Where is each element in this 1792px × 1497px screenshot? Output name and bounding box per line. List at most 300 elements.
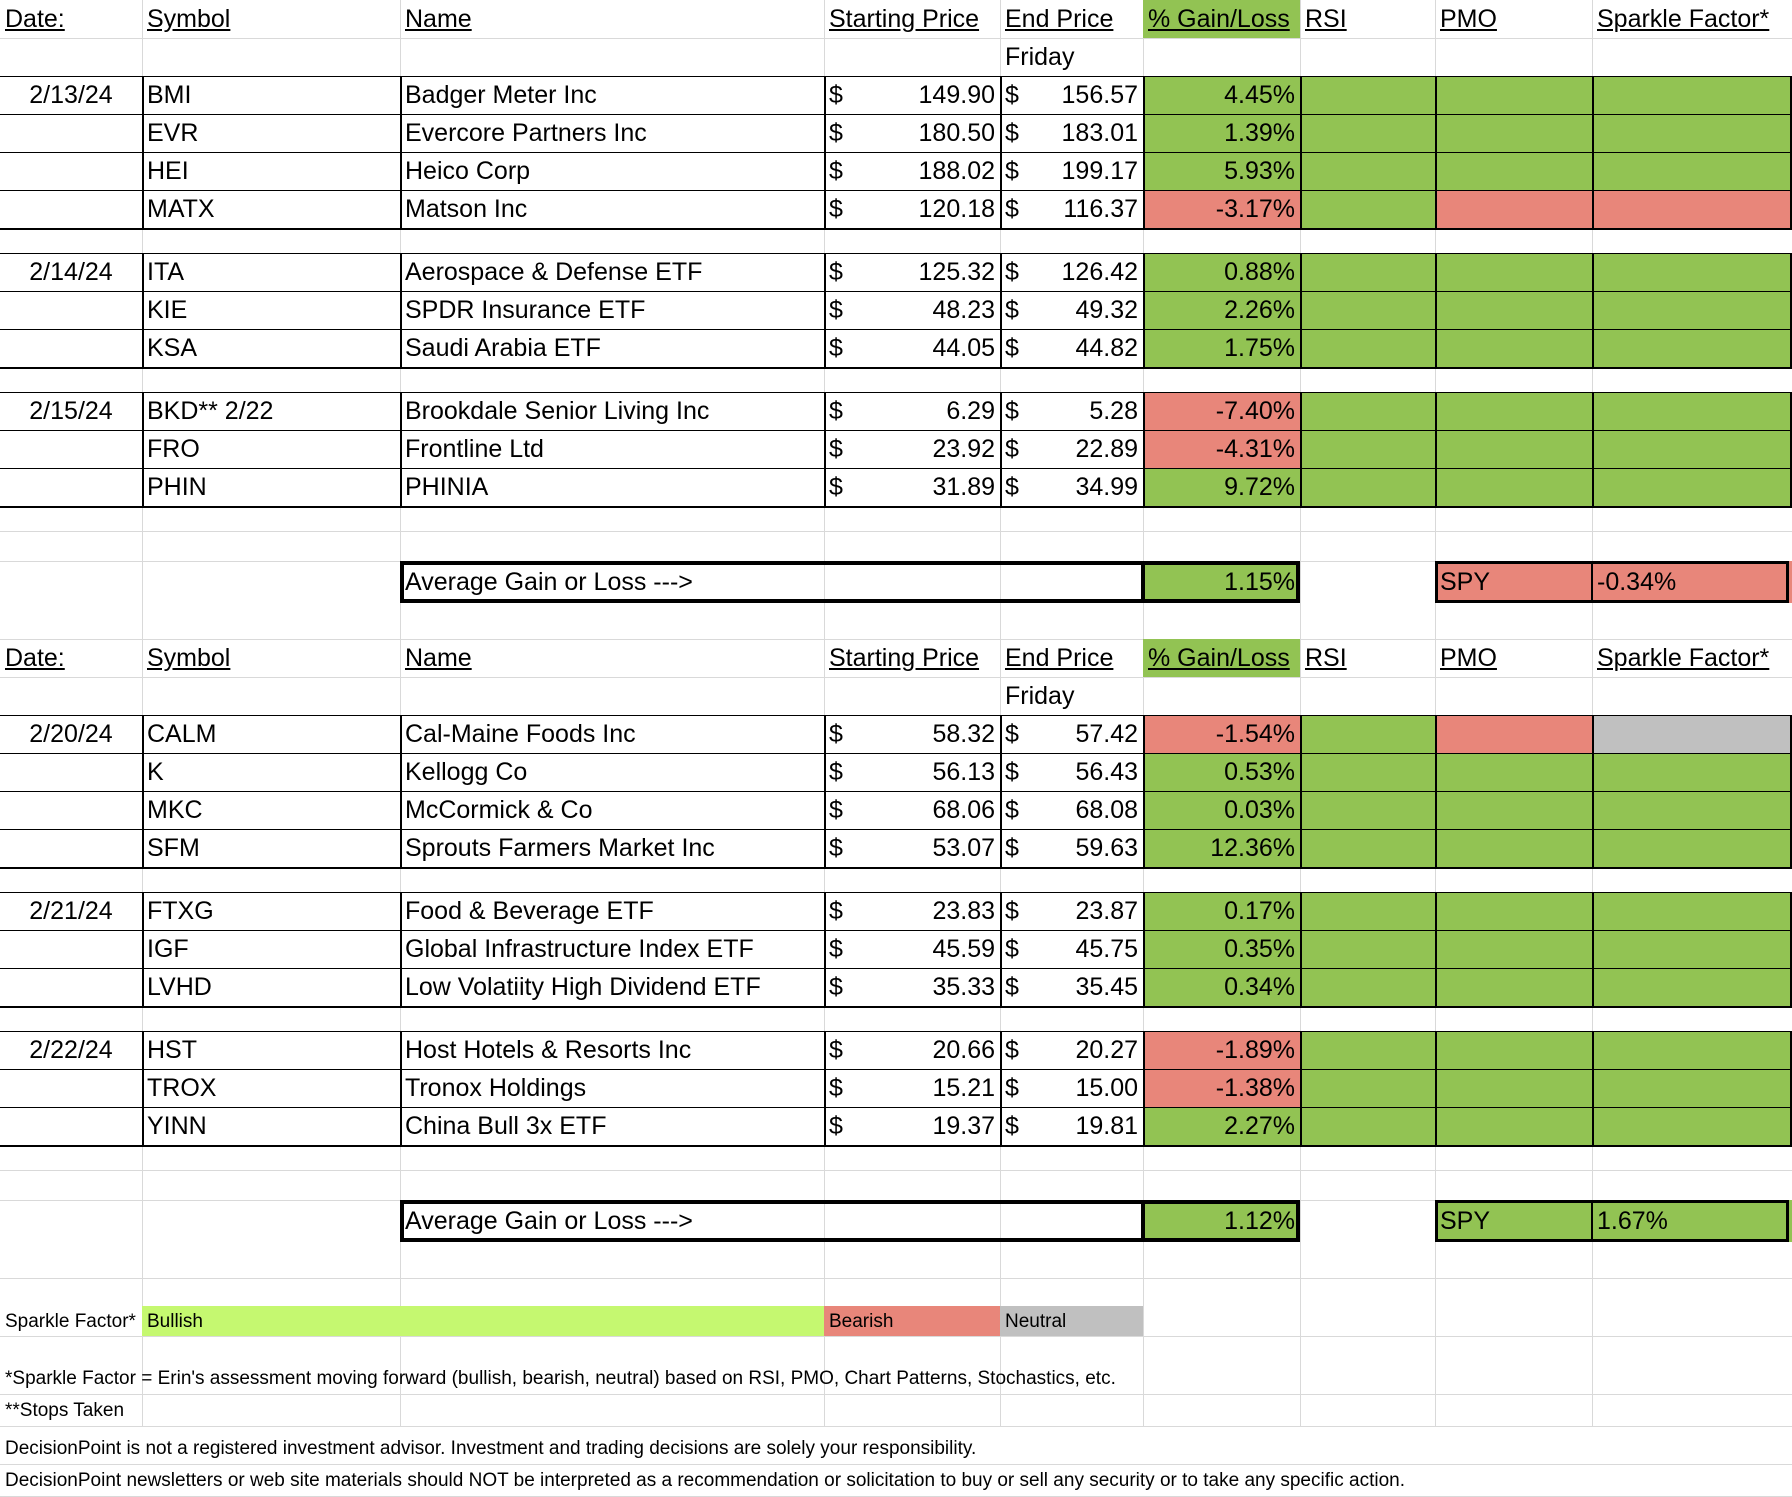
header-rsi: RSI: [1305, 643, 1347, 672]
spy-value: -0.34%: [1592, 561, 1792, 603]
grid-hline: [0, 1170, 1792, 1171]
currency-sign: $: [1005, 1035, 1019, 1064]
cell-border: [0, 190, 1792, 191]
row-name: Kellogg Co: [405, 757, 528, 786]
header-pmo: PMO: [1440, 4, 1497, 33]
cell-border: [0, 329, 1792, 330]
cell-border: [0, 253, 1792, 254]
cell-border: [400, 599, 1300, 603]
row-sparkle-status: [1592, 968, 1792, 1006]
header-starting-price: Starting Price: [829, 4, 980, 33]
row-pmo-status: [1435, 715, 1592, 753]
row-starting-price: 45.59: [932, 934, 995, 963]
row-pmo-status: [1435, 190, 1592, 228]
row-starting-price: 149.90: [918, 80, 995, 109]
row-gain-loss: 1.39%: [1143, 114, 1300, 152]
row-symbol: HEI: [147, 156, 189, 185]
row-pmo-status: [1435, 1069, 1592, 1107]
currency-sign: $: [829, 80, 843, 109]
row-pmo-status: [1435, 1107, 1592, 1145]
row-sparkle-status: [1592, 329, 1792, 367]
grid-hline: [0, 531, 1792, 532]
row-name: Food & Beverage ETF: [405, 896, 654, 925]
row-name: Heico Corp: [405, 156, 531, 185]
cell-border: [1300, 392, 1302, 506]
currency-sign: $: [1005, 194, 1019, 223]
currency-sign: $: [1005, 757, 1019, 786]
cell-border: [0, 1145, 1792, 1147]
row-gain-loss: 0.53%: [1143, 753, 1300, 791]
cell-border: [1000, 253, 1002, 367]
row-sparkle-status: [1592, 1069, 1792, 1107]
row-end-price: 5.28: [1089, 396, 1138, 425]
legend-label: Sparkle Factor*: [5, 1310, 136, 1332]
header-symbol: Symbol: [147, 4, 231, 33]
cell-border: [1435, 76, 1437, 228]
currency-sign: $: [1005, 396, 1019, 425]
row-starting-price: 56.13: [932, 757, 995, 786]
row-pmo-status: [1435, 791, 1592, 829]
row-starting-price: 48.23: [932, 295, 995, 324]
row-rsi-status: [1300, 114, 1435, 152]
row-name: Matson Inc: [405, 194, 528, 223]
cell-border: [1435, 892, 1437, 1006]
row-symbol: SFM: [147, 833, 200, 862]
row-rsi-status: [1300, 468, 1435, 506]
cell-border: [0, 753, 1792, 754]
currency-sign: $: [1005, 1073, 1019, 1102]
row-pmo-status: [1435, 430, 1592, 468]
row-rsi-status: [1300, 829, 1435, 867]
header-friday: Friday: [1005, 681, 1075, 710]
row-sparkle-status: [1592, 1031, 1792, 1069]
currency-sign: $: [829, 295, 843, 324]
cell-border: [0, 228, 1792, 230]
row-symbol: MATX: [147, 194, 215, 223]
cell-border: [1300, 1031, 1302, 1145]
row-rsi-status: [1300, 430, 1435, 468]
row-pmo-status: [1435, 253, 1592, 291]
row-rsi-status: [1300, 329, 1435, 367]
row-end-price: 35.45: [1075, 972, 1138, 1001]
cell-border: [1591, 1200, 1593, 1242]
row-starting-price: 6.29: [946, 396, 995, 425]
cell-border: [1592, 715, 1594, 867]
row-symbol: K: [147, 757, 164, 786]
row-symbol: KSA: [147, 333, 198, 362]
spy-label: SPY: [1435, 1200, 1592, 1242]
cell-border: [0, 114, 1792, 115]
cell-border: [1435, 561, 1788, 564]
disclaimer-line-2: DecisionPoint newsletters or web site materials should NOT be interpreted as a recommendation or solicitation to buy or sell any security or to take any specific action.: [5, 1469, 1405, 1491]
header-end-price: End Price: [1005, 4, 1114, 33]
legend-bearish: Bearish: [824, 1306, 1000, 1336]
cell-border: [0, 791, 1792, 792]
row-end-price: 183.01: [1061, 118, 1138, 147]
row-gain-loss: -1.89%: [1143, 1031, 1300, 1069]
row-pmo-status: [1435, 76, 1592, 114]
row-gain-loss: 12.36%: [1143, 829, 1300, 867]
cell-border: [142, 892, 144, 1006]
cell-border: [1141, 1200, 1145, 1242]
row-starting-price: 53.07: [932, 833, 995, 862]
row-gain-loss: 0.35%: [1143, 930, 1300, 968]
row-symbol: PHIN: [147, 472, 207, 501]
cell-border: [0, 506, 1792, 508]
row-rsi-status: [1300, 392, 1435, 430]
header-date: Date:: [5, 643, 65, 672]
row-end-price: 19.81: [1075, 1111, 1138, 1140]
row-gain-loss: -7.40%: [1143, 392, 1300, 430]
cell-border: [1435, 561, 1438, 603]
row-gain-loss: 0.34%: [1143, 968, 1300, 1006]
row-gain-loss: 0.17%: [1143, 892, 1300, 930]
currency-sign: $: [1005, 295, 1019, 324]
row-end-price: 156.57: [1061, 80, 1138, 109]
currency-sign: $: [829, 434, 843, 463]
row-name: Tronox Holdings: [405, 1073, 587, 1102]
cell-border: [1592, 1031, 1594, 1145]
row-starting-price: 23.92: [932, 434, 995, 463]
cell-border: [0, 367, 1792, 369]
row-pmo-status: [1435, 829, 1592, 867]
row-name: Sprouts Farmers Market Inc: [405, 833, 715, 862]
row-rsi-status: [1300, 930, 1435, 968]
header-pmo: PMO: [1440, 643, 1497, 672]
cell-border: [142, 715, 144, 867]
cell-border: [400, 392, 402, 506]
row-gain-loss: -3.17%: [1143, 190, 1300, 228]
row-end-price: 126.42: [1061, 257, 1138, 286]
cell-border: [0, 468, 1792, 469]
currency-sign: $: [1005, 934, 1019, 963]
row-gain-loss: 9.72%: [1143, 468, 1300, 506]
row-end-price: 20.27: [1075, 1035, 1138, 1064]
row-symbol: ITA: [147, 257, 185, 286]
cell-border: [0, 715, 1792, 716]
note-stops-taken: **Stops Taken: [5, 1399, 125, 1421]
row-starting-price: 120.18: [918, 194, 995, 223]
cell-border: [1000, 76, 1002, 228]
average-gain-loss: 1.15%: [1143, 561, 1300, 603]
row-starting-price: 125.32: [918, 257, 995, 286]
cell-border: [400, 1031, 402, 1145]
row-starting-price: 20.66: [932, 1035, 995, 1064]
cell-border: [824, 1031, 826, 1145]
grid-hline: [0, 1336, 1792, 1337]
row-name: SPDR Insurance ETF: [405, 295, 646, 324]
row-symbol: MKC: [147, 795, 203, 824]
row-rsi-status: [1300, 968, 1435, 1006]
row-starting-price: 15.21: [932, 1073, 995, 1102]
row-sparkle-status: [1592, 892, 1792, 930]
header-starting-price: Starting Price: [829, 643, 980, 672]
row-rsi-status: [1300, 1069, 1435, 1107]
currency-sign: $: [829, 156, 843, 185]
row-rsi-status: [1300, 892, 1435, 930]
row-end-price: 116.37: [1063, 194, 1138, 223]
currency-sign: $: [829, 118, 843, 147]
row-rsi-status: [1300, 291, 1435, 329]
currency-sign: $: [829, 757, 843, 786]
header-name: Name: [405, 643, 472, 672]
row-sparkle-status: [1592, 930, 1792, 968]
row-rsi-status: [1300, 753, 1435, 791]
header-date: Date:: [5, 4, 65, 33]
cell-border: [824, 76, 826, 228]
row-pmo-status: [1435, 468, 1592, 506]
cell-border: [0, 829, 1792, 830]
row-pmo-status: [1435, 114, 1592, 152]
cell-border: [400, 1238, 1300, 1242]
currency-sign: $: [1005, 1111, 1019, 1140]
cell-border: [400, 561, 1300, 565]
cell-border: [1300, 715, 1302, 867]
row-symbol: CALM: [147, 719, 217, 748]
cell-border: [0, 430, 1792, 431]
row-gain-loss: 2.27%: [1143, 1107, 1300, 1145]
grid-hline: [0, 1426, 1792, 1427]
row-symbol: TROX: [147, 1073, 217, 1102]
cell-border: [1141, 561, 1145, 603]
row-symbol: LVHD: [147, 972, 212, 1001]
row-name: Saudi Arabia ETF: [405, 333, 601, 362]
average-label: Average Gain or Loss --->: [405, 1206, 693, 1235]
row-gain-loss: -1.38%: [1143, 1069, 1300, 1107]
row-starting-price: 19.37: [932, 1111, 995, 1140]
cell-border: [0, 1006, 1792, 1008]
row-name: Aerospace & Defense ETF: [405, 257, 703, 286]
cell-border: [142, 76, 144, 228]
currency-sign: $: [829, 972, 843, 1001]
currency-sign: $: [829, 1035, 843, 1064]
cell-border: [1000, 1031, 1002, 1145]
row-pmo-status: [1435, 1031, 1592, 1069]
row-starting-price: 180.50: [918, 118, 995, 147]
row-sparkle-status: [1592, 715, 1792, 753]
cell-border: [1435, 1200, 1438, 1242]
cell-border: [1435, 600, 1788, 603]
cell-border: [1143, 1031, 1145, 1145]
row-date: 2/14/24: [29, 257, 113, 286]
cell-border: [1300, 892, 1302, 1006]
row-symbol: FRO: [147, 434, 200, 463]
row-name: PHINIA: [405, 472, 489, 501]
currency-sign: $: [1005, 118, 1019, 147]
currency-sign: $: [829, 333, 843, 362]
cell-border: [1435, 253, 1437, 367]
row-gain-loss: -4.31%: [1143, 430, 1300, 468]
row-sparkle-status: [1592, 1107, 1792, 1145]
row-starting-price: 188.02: [918, 156, 995, 185]
header-gain-loss: % Gain/Loss: [1143, 639, 1300, 677]
grid-hline: [0, 1278, 1792, 1279]
currency-sign: $: [829, 472, 843, 501]
cell-border: [142, 253, 144, 367]
row-starting-price: 68.06: [932, 795, 995, 824]
row-symbol: EVR: [147, 118, 199, 147]
cell-border: [400, 1200, 1300, 1204]
cell-border: [400, 76, 402, 228]
grid-hline: [0, 677, 1792, 678]
cell-border: [1435, 1200, 1788, 1203]
row-starting-price: 23.83: [932, 896, 995, 925]
header-end-price: End Price: [1005, 643, 1114, 672]
cell-border: [1435, 392, 1437, 506]
row-sparkle-status: [1592, 114, 1792, 152]
row-gain-loss: 4.45%: [1143, 76, 1300, 114]
row-end-price: 68.08: [1075, 795, 1138, 824]
row-name: Badger Meter Inc: [405, 80, 597, 109]
cell-border: [1143, 76, 1145, 228]
row-end-price: 59.63: [1075, 833, 1138, 862]
cell-border: [1435, 715, 1437, 867]
currency-sign: $: [1005, 156, 1019, 185]
currency-sign: $: [829, 1111, 843, 1140]
row-pmo-status: [1435, 930, 1592, 968]
row-name: Low Volatiity High Dividend ETF: [405, 972, 761, 1001]
row-name: Brookdale Senior Living Inc: [405, 396, 710, 425]
currency-sign: $: [1005, 333, 1019, 362]
row-sparkle-status: [1592, 76, 1792, 114]
cell-border: [142, 1031, 144, 1145]
cell-border: [1786, 561, 1789, 603]
row-pmo-status: [1435, 392, 1592, 430]
row-end-price: 34.99: [1075, 472, 1138, 501]
row-end-price: 15.00: [1075, 1073, 1138, 1102]
row-date: 2/15/24: [29, 396, 113, 425]
row-name: Cal-Maine Foods Inc: [405, 719, 636, 748]
row-symbol: HST: [147, 1035, 197, 1064]
row-sparkle-status: [1592, 253, 1792, 291]
row-end-price: 199.17: [1061, 156, 1138, 185]
cell-border: [824, 892, 826, 1006]
spy-value: 1.67%: [1592, 1200, 1792, 1242]
currency-sign: $: [829, 896, 843, 925]
row-symbol: IGF: [147, 934, 189, 963]
row-pmo-status: [1435, 753, 1592, 791]
currency-sign: $: [1005, 795, 1019, 824]
cell-border: [0, 867, 1792, 869]
row-end-price: 57.42: [1075, 719, 1138, 748]
spy-label: SPY: [1435, 561, 1592, 603]
legend-bullish: Bullish: [142, 1306, 824, 1336]
row-rsi-status: [1300, 791, 1435, 829]
currency-sign: $: [829, 396, 843, 425]
row-symbol: BMI: [147, 80, 192, 109]
currency-sign: $: [829, 934, 843, 963]
row-pmo-status: [1435, 152, 1592, 190]
cell-border: [1300, 253, 1302, 367]
row-starting-price: 58.32: [932, 719, 995, 748]
cell-border: [1592, 253, 1594, 367]
header-sparkle-factor: Sparkle Factor*: [1597, 4, 1770, 33]
currency-sign: $: [829, 719, 843, 748]
row-end-price: 49.32: [1075, 295, 1138, 324]
cell-border: [0, 1069, 1792, 1070]
currency-sign: $: [1005, 434, 1019, 463]
row-name: Global Infrastructure Index ETF: [405, 934, 754, 963]
cell-border: [1143, 892, 1145, 1006]
row-gain-loss: -1.54%: [1143, 715, 1300, 753]
row-sparkle-status: [1592, 753, 1792, 791]
cell-border: [1435, 1239, 1788, 1242]
row-date: 2/13/24: [29, 80, 113, 109]
row-rsi-status: [1300, 152, 1435, 190]
cell-border: [1000, 892, 1002, 1006]
currency-sign: $: [829, 257, 843, 286]
cell-border: [0, 968, 1792, 969]
row-rsi-status: [1300, 253, 1435, 291]
row-gain-loss: 0.03%: [1143, 791, 1300, 829]
row-pmo-status: [1435, 968, 1592, 1006]
cell-border: [0, 392, 1792, 393]
row-sparkle-status: [1592, 152, 1792, 190]
row-sparkle-status: [1592, 190, 1792, 228]
cell-border: [1435, 1031, 1437, 1145]
row-sparkle-status: [1592, 291, 1792, 329]
header-rsi: RSI: [1305, 4, 1347, 33]
row-symbol: BKD** 2/22: [147, 396, 274, 425]
row-pmo-status: [1435, 291, 1592, 329]
cell-border: [1000, 715, 1002, 867]
row-starting-price: 44.05: [932, 333, 995, 362]
disclaimer-line-1: DecisionPoint is not a registered investment advisor. Investment and trading decisions are solely your responsibility.: [5, 1437, 977, 1459]
currency-sign: $: [1005, 833, 1019, 862]
row-end-price: 22.89: [1075, 434, 1138, 463]
row-sparkle-status: [1592, 791, 1792, 829]
note-sparkle-definition: *Sparkle Factor = Erin's assessment moving forward (bullish, bearish, neutral) based on RSI, PMO, Chart Patterns, Stochastics, etc.: [5, 1367, 1116, 1389]
currency-sign: $: [829, 194, 843, 223]
cell-border: [1786, 1200, 1789, 1242]
row-starting-price: 35.33: [932, 972, 995, 1001]
cell-border: [0, 291, 1792, 292]
row-pmo-status: [1435, 329, 1592, 367]
cell-border: [1592, 392, 1594, 506]
cell-border: [824, 392, 826, 506]
cell-border: [400, 1200, 404, 1242]
cell-border: [0, 152, 1792, 153]
cell-border: [400, 892, 402, 1006]
cell-border: [1296, 1200, 1300, 1242]
row-date: 2/22/24: [29, 1035, 113, 1064]
cell-border: [824, 253, 826, 367]
grid-hline: [0, 38, 1792, 39]
row-rsi-status: [1300, 1031, 1435, 1069]
currency-sign: $: [1005, 80, 1019, 109]
row-gain-loss: 0.88%: [1143, 253, 1300, 291]
header-friday: Friday: [1005, 42, 1075, 71]
cell-border: [1143, 392, 1145, 506]
cell-border: [400, 253, 402, 367]
cell-border: [1296, 561, 1300, 603]
average-gain-loss: 1.12%: [1143, 1200, 1300, 1242]
average-label: Average Gain or Loss --->: [405, 567, 693, 596]
row-gain-loss: 2.26%: [1143, 291, 1300, 329]
currency-sign: $: [829, 833, 843, 862]
header-sparkle-factor: Sparkle Factor*: [1597, 643, 1770, 672]
cell-border: [0, 1031, 1792, 1032]
row-rsi-status: [1300, 76, 1435, 114]
cell-border: [1591, 561, 1593, 603]
row-symbol: YINN: [147, 1111, 207, 1140]
row-name: Evercore Partners Inc: [405, 118, 647, 147]
cell-border: [0, 930, 1792, 931]
row-sparkle-status: [1592, 468, 1792, 506]
currency-sign: $: [829, 1073, 843, 1102]
row-sparkle-status: [1592, 430, 1792, 468]
currency-sign: $: [1005, 257, 1019, 286]
